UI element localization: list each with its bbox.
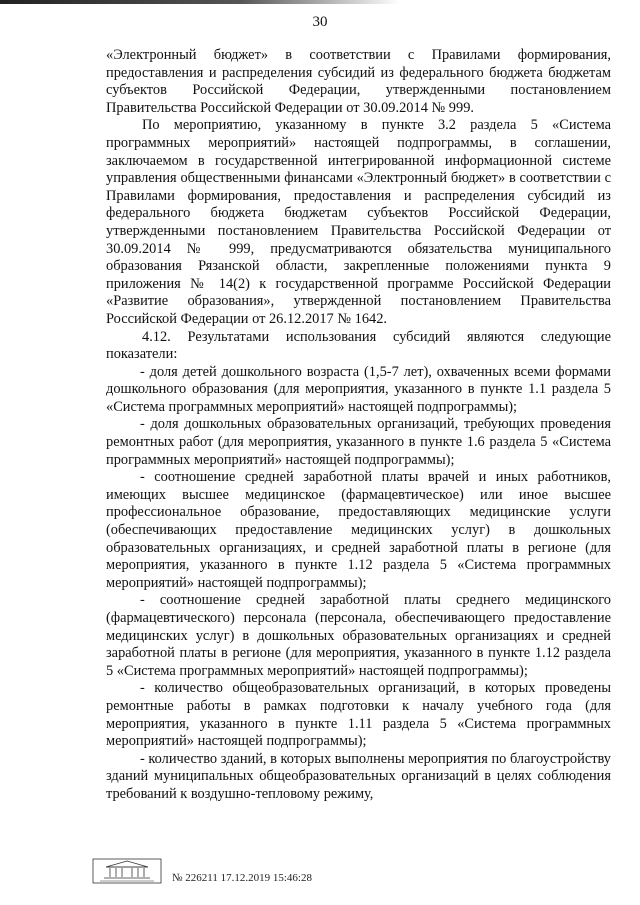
- footer-stamp: [92, 858, 162, 889]
- list-item: - количество общеобразовательных организаций, в которых проведены ремонтные работы в рамках подготовки к началу учебного года (для мероприятия, указанного в пункте 1.11 раздела 5 «Система программных мероприятий» настоящей подпрограммы);: [106, 680, 611, 750]
- page-number: 30: [312, 14, 328, 30]
- paragraph: По мероприятию, указанному в пункте 3.2 раздела 5 «Система программных мероприятий» настоящей подпрограммы, в соглашении, заключаемом в государственной интегрированной информационной системе управления общественными финансами «Электронный бюджет» в соответствии с Правилами формирования, предоставления и распределения субсидий из федерального бюджета бюджетам субъектов Российской Федерации, утвержденными постановлением Правительства Российской Федерации от 30.09.2014 № 999, предусматриваются обязательства муниципального образования Рязанской области, закрепленные положениями пункта 9 приложения № 14(2) к государственной программе Российской Федерации «Развитие образования», утвержденной постановлением Правительства Российской Федерации от 26.12.2017 № 1642.: [106, 117, 611, 327]
- government-building-stamp-icon: [92, 858, 162, 884]
- top-border-line: [0, 0, 400, 4]
- footer-registration-text: № 226211 17.12.2019 15:46:28: [172, 872, 312, 884]
- list-item: - соотношение средней заработной платы врачей и иных работников, имеющих высшее медицинское (фармацевтическое) или иное высшее профессиональное образование, предоставляющих медицинские услуги (обеспечивающих предоставление медицинских услуг) в дошкольных образовательных организациях, и средней заработной платы в регионе (для мероприятия, указанного в пункте 1.12 раздела 5 «Система программных мероприятий» настоящей подпрограммы);: [106, 469, 611, 591]
- paragraph: «Электронный бюджет» в соответствии с Правилами формирования, предоставления и распределения субсидий из федерального бюджета бюджетам субъектов Российской Федерации, утвержденными постановлением Правительства Российской Федерации от 30.09.2014 № 999.: [106, 47, 611, 116]
- list-item: - количество зданий, в которых выполнены мероприятия по благоустройству зданий муниципальных общеобразовательных организаций в целях соблюдения требований к воздушно-тепловому режиму,: [106, 750, 611, 802]
- list-item: - доля детей дошкольного возраста (1,5-7 лет), охваченных всеми формами дошкольного образования (для мероприятия, указанного в пункте 1.1 раздела 5 «Система программных мероприятий» настоящей подпрограммы);: [106, 363, 611, 415]
- document-body: [106, 47, 611, 804]
- list-item: - соотношение средней заработной платы среднего медицинского (фармацевтического) персонала (персонала, обеспечивающего предоставление медицинских услуг) в дошкольных образовательных организациях и средней заработной платы в регионе (для мероприятия, указанного в пункте 1.12 раздела 5 «Система программных мероприятий» настоящей подпрограммы);: [106, 592, 611, 679]
- paragraph: 4.12. Результатами использования субсидий являются следующие показатели:: [106, 328, 611, 363]
- list-item: - доля дошкольных образовательных организаций, требующих проведения ремонтных работ (для мероприятия, указанного в пункте 1.6 раздела 5 «Система программных мероприятий» настоящей подпрограммы);: [106, 416, 611, 468]
